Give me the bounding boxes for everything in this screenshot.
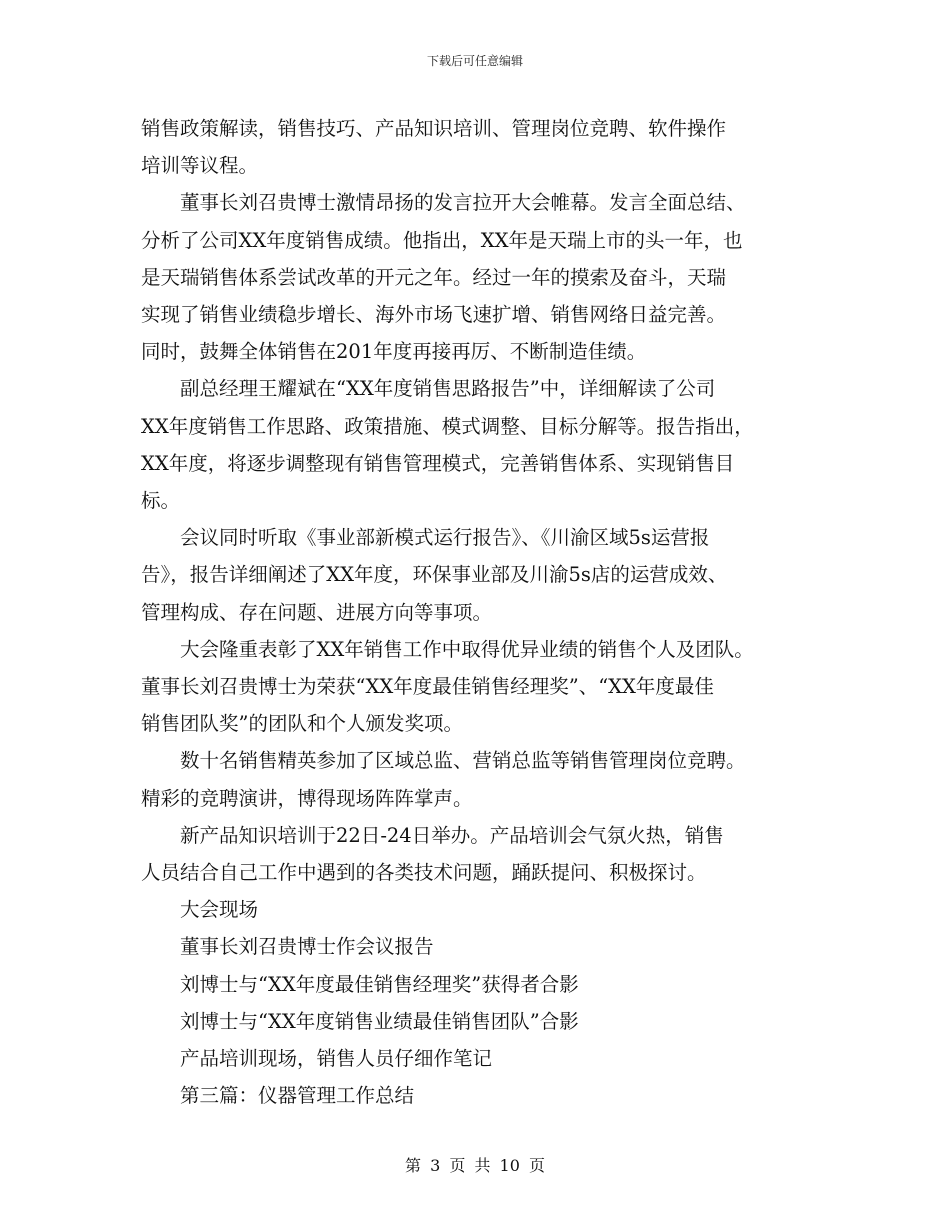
paragraph-continuation (141, 854, 831, 891)
text-line: XX年度，将逐步调整现有销售管理模式，完善销售体系、实现销售目 (141, 451, 735, 475)
caption-line (141, 928, 831, 965)
paragraph-continuation (141, 408, 831, 520)
paragraph (141, 742, 831, 779)
paragraph-continuation (141, 780, 831, 817)
text-line: 大会隆重表彰了XX年销售工作中取得优异业绩的销售个人及团队。 (180, 637, 754, 661)
text-line: 销售政策解读，销售技巧、产品知识培训、管理岗位竞聘、软件操作 (141, 117, 727, 140)
section-heading (141, 1077, 831, 1114)
text-line: 精彩的竞聘演讲，博得现场阵阵掌声。 (141, 786, 473, 810)
paragraph (141, 631, 831, 668)
text-line: 副总经理王耀斌在“XX年度销售思路报告”中，详细解读了公司 (180, 377, 716, 401)
paragraph (141, 370, 831, 407)
text-line: 产品培训现场，销售人员仔细作笔记 (180, 1047, 493, 1071)
caption-line (141, 1040, 831, 1077)
text-line: XX年度销售工作思路、政策措施、模式调整、目标分解等。报告指出， (141, 414, 754, 438)
text-line: 分析了公司XX年度销售成绩。他指出，XX年是天瑞上市的头一年，也 (141, 228, 743, 252)
text-line: 人员结合自己工作中遇到的各类技术问题，踊跃提问、积极探讨。 (141, 861, 707, 885)
text-line: 告》，报告详细阐述了XX年度，环保事业部及川渝5s店的运营成效、 (141, 563, 728, 587)
document-body (141, 110, 831, 1114)
text-line: 大会现场 (180, 898, 259, 922)
caption-line (141, 966, 831, 1003)
text-line: 刘博士与“XX年度最佳销售经理奖”获得者合影 (180, 972, 579, 996)
text-line: 管理构成、存在问题、进展方向等事项。 (141, 600, 493, 624)
text-line: 新产品知识培训于22日-24日举办。产品培训会气氛火热，销售 (180, 823, 724, 847)
text-line: 数十名销售精英参加了区域总监、营销总监等销售管理岗位竞聘。 (180, 749, 746, 773)
paragraph (141, 110, 831, 184)
caption-line (141, 1003, 831, 1040)
text-line: 董事长刘召贵博士为荣获“XX年度最佳销售经理奖”、“XX年度最佳 (141, 675, 714, 699)
paragraph (141, 519, 831, 556)
text-line: 是天瑞销售体系尝试改革的开元之年。经过一年的摸索及奋斗，天瑞 (141, 265, 727, 289)
paragraph (141, 184, 831, 221)
text-line: 培训等议程。 (141, 154, 259, 178)
caption-line (141, 891, 831, 928)
text-line: 董事长刘召贵博士激情昂扬的发言拉开大会帷幕。发言全面总结、 (180, 191, 746, 215)
paragraph-continuation (141, 556, 831, 630)
text-line: 标。 (141, 489, 181, 513)
text-line: 实现了销售业绩稳步增长、海外市场飞速扩增、销售网络日益完善。 (141, 303, 727, 327)
text-line: 第三篇：仪器管理工作总结 (180, 1084, 415, 1108)
paragraph-continuation (141, 668, 831, 742)
page-header: 下载后可任意编辑 (426, 54, 523, 68)
paragraph (141, 817, 831, 854)
text-line: 同时，鼓舞全体销售在201年度再接再厉、不断制造佳绩。 (141, 340, 647, 364)
text-line: 刘博士与“XX年度销售业绩最佳销售团队”合影 (180, 1009, 579, 1033)
text-line: 董事长刘召贵博士作会议报告 (180, 935, 434, 959)
page-footer: 第 3 页 共 10 页 (405, 1156, 545, 1175)
paragraph-continuation (141, 222, 831, 371)
text-line: 销售团队奖”的团队和个人颁发奖项。 (141, 712, 463, 736)
text-line: 会议同时听取《事业部新模式运行报告》、《川渝区域5s运营报 (180, 526, 710, 550)
